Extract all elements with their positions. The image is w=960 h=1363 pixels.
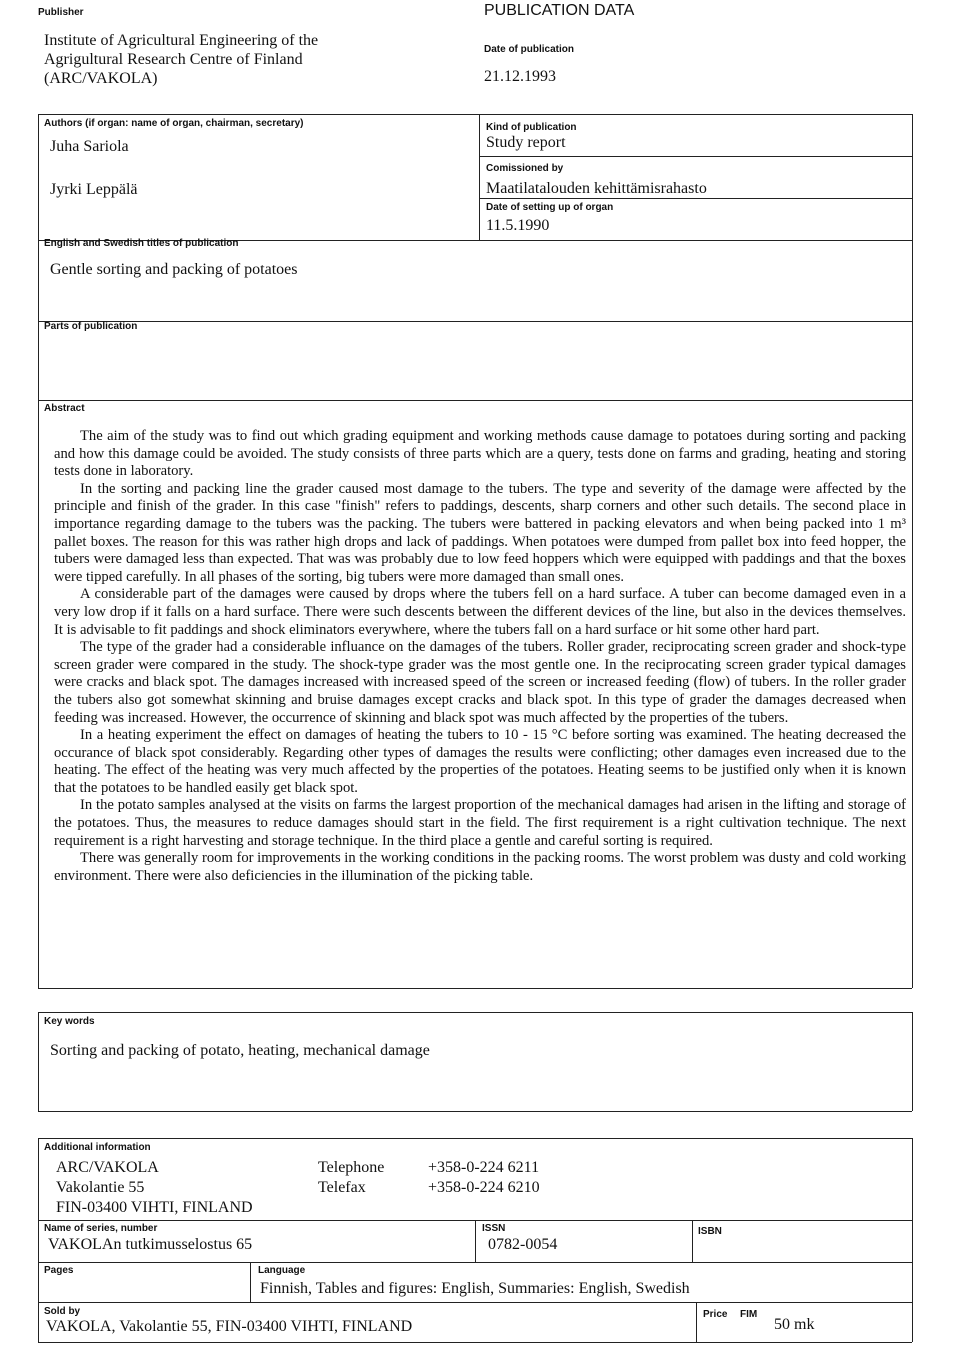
rule	[38, 1138, 39, 1342]
rule	[38, 1302, 912, 1303]
rule	[475, 1220, 476, 1262]
commissioned-by-label: Comissioned by	[486, 163, 564, 174]
rule	[38, 988, 912, 989]
additional-info-label: Additional information	[44, 1142, 151, 1153]
date-of-publication: 21.12.1993	[484, 68, 556, 85]
pages-label: Pages	[44, 1265, 74, 1276]
date-of-setting: 11.5.1990	[486, 217, 550, 234]
abstract-paragraph: In the potato samples analysed at the visits on farms the largest proportion of the mechanical damages had arisen in the lifting and storage of the potatoes. Thus, the measures to reduce damages should start in the field. The first requirement is a right cultivation technique. The next requirement is a right harvesting and storage technique. In the third place a gentle and careful sorting is required.	[54, 797, 906, 849]
rule	[38, 400, 912, 401]
authors-label: Authors (if organ: name of organ, chairman, secretary)	[44, 118, 304, 129]
price: 50 mk	[774, 1316, 815, 1333]
abstract-text	[54, 428, 906, 885]
rule	[38, 1138, 912, 1139]
kind-of-publication: Study report	[486, 134, 566, 151]
keywords-label: Key words	[44, 1016, 95, 1027]
publisher-line: Institute of Agricultural Engineering of the	[44, 32, 319, 49]
rule	[912, 1138, 913, 1342]
rule	[912, 1012, 913, 1111]
contact-values	[428, 1158, 540, 1198]
address-street: Vakolantie 55	[56, 1179, 145, 1196]
address-block	[56, 1158, 253, 1218]
rule	[479, 156, 912, 157]
telefax: +358-0-224 6210	[428, 1179, 540, 1196]
author-name: Juha Sariola	[50, 138, 129, 155]
commissioned-by: Maatilatalouden kehittämisrahasto	[486, 180, 707, 197]
abstract-paragraph: The aim of the study was to find out which grading equipment and working methods cause damage to potatoes during sorting and packing and how this damage could be avoided. The study consists of three parts which are a query, tests done on farms and grading, heating and storing tests done in laboratory.	[54, 428, 906, 480]
rule	[38, 321, 912, 322]
publisher-line: Agrigultural Research Centre of Finland	[44, 51, 303, 68]
sold-by-label: Sold by	[44, 1306, 81, 1317]
telephone-label: Telephone	[318, 1159, 385, 1176]
issn: 0782-0054	[488, 1236, 558, 1253]
rule	[38, 1262, 912, 1263]
series-label: Name of series, number	[44, 1223, 158, 1234]
telefax-label: Telefax	[318, 1179, 366, 1196]
rule	[250, 1262, 251, 1302]
abstract-paragraph: A considerable part of the damages were caused by drops where the tubers fell on a hard surface. A tuber can become damaged even in a very low drop if it falls on a hard surface. There were such descents between the different devices of the line, but also in the devices themselves. It is advisable to fit paddings and shock eliminators everywhere, where the tubers fall on a hard surface or hit some other hard part.	[54, 586, 906, 638]
series-name: VAKOLAn tutkimusselostus 65	[48, 1236, 253, 1253]
address-org: ARC/VAKOLA	[56, 1159, 159, 1176]
abstract-paragraph: In the sorting and packing line the grader caused most damage to the tubers. The type and severity of the damage were affected by the principle and finish of the grader. In this case "finish" refers to paddings, descents, sharp corners and other such details. The second place in importance regarding damage to the tubers was the packing. The tubers were battered in packing elevators and when being packed into 1 m³ pallet boxes. The reason for this was rather high drops and lack of paddings. When potatoes were dumped from pallet box into feed hopper, the tubers were damaged less than expected. That was was probably due to low feed hoppers which were equipped with paddings and that the boxes were tipped carefully. In all phases of the sorting, big tubers were more damaged than small ones.	[54, 480, 906, 585]
rule	[38, 1012, 39, 1111]
publisher-block	[44, 31, 318, 88]
address-city: FIN-03400 VIHTI, FINLAND	[56, 1199, 253, 1216]
publisher-label: Publisher	[38, 7, 84, 18]
date-of-setting-label: Date of setting up of organ	[486, 202, 614, 213]
date-of-publication-label: Date of publication	[484, 44, 574, 55]
price-currency: FIM	[740, 1309, 758, 1320]
author-name: Jyrki Leppälä	[50, 181, 138, 198]
isbn-label: ISBN	[698, 1226, 722, 1237]
kind-of-publication-label: Kind of publication	[486, 122, 577, 133]
page-title: PUBLICATION DATA	[484, 2, 635, 19]
abstract-paragraph: There was generally room for improvements in the working conditions in the packing rooms. The worst problem was dusty and cold working environment. There were also deficiencies in the illumination of the picking table.	[54, 850, 906, 884]
parts-label: Parts of publication	[44, 321, 138, 332]
issn-label: ISSN	[482, 1223, 506, 1234]
abstract-paragraph: The type of the grader had a considerable influance on the damages of the tubers. Roller grader, reciprocating screen grader and shock-type screen grader were compared in the study. The shock-type grader was the most gentle one. In the reciprocating screen grader typical damages were cracks and black spot. The damages increased with increased speed of the screen or increased feeding (flow) of tubers. In the roller grader the tubers also got somewhat skinning and bruise damages except cracks and black spot. In this type of grader the damages decreased when feeding was increased. However, the occurrence of skinning and black spot was much affected by the properties of the tubers.	[54, 639, 906, 726]
language: Finnish, Tables and figures: English, Summaries: English, Swedish	[260, 1280, 690, 1297]
publication-title: Gentle sorting and packing of potatoes	[50, 261, 298, 278]
sold-by: VAKOLA, Vakolantie 55, FIN-03400 VIHTI, FINLAND	[46, 1318, 413, 1335]
contact-labels	[318, 1158, 384, 1198]
titles-label: English and Swedish titles of publication	[44, 238, 239, 249]
rule	[479, 198, 912, 199]
rule	[38, 1342, 912, 1343]
rule	[696, 1302, 697, 1342]
rule	[38, 114, 39, 988]
language-label: Language	[258, 1265, 306, 1276]
rule	[38, 1012, 912, 1013]
telephone: +358-0-224 6211	[428, 1159, 540, 1176]
rule	[479, 114, 480, 240]
publisher-line: (ARC/VAKOLA)	[44, 70, 158, 87]
keywords: Sorting and packing of potato, heating, mechanical damage	[50, 1042, 430, 1059]
abstract-paragraph: In a heating experiment the effect on damages of heating the tubers to 10 - 15 °C before sorting was examined. The heating decreased the occurance of black spot considerably. Regarding other types of damages the results were conflicting; other damages even increased due to the heating. The effect of the heating was very much affected by the properties of the potatoes. Heating seems to be justified only when it is known that the potatoes to be handled easily get black spot.	[54, 727, 906, 796]
abstract-label: Abstract	[44, 403, 85, 414]
rule	[692, 1220, 693, 1262]
rule	[38, 1111, 912, 1112]
price-label: Price	[703, 1309, 728, 1320]
rule	[38, 114, 912, 115]
rule	[912, 114, 913, 988]
